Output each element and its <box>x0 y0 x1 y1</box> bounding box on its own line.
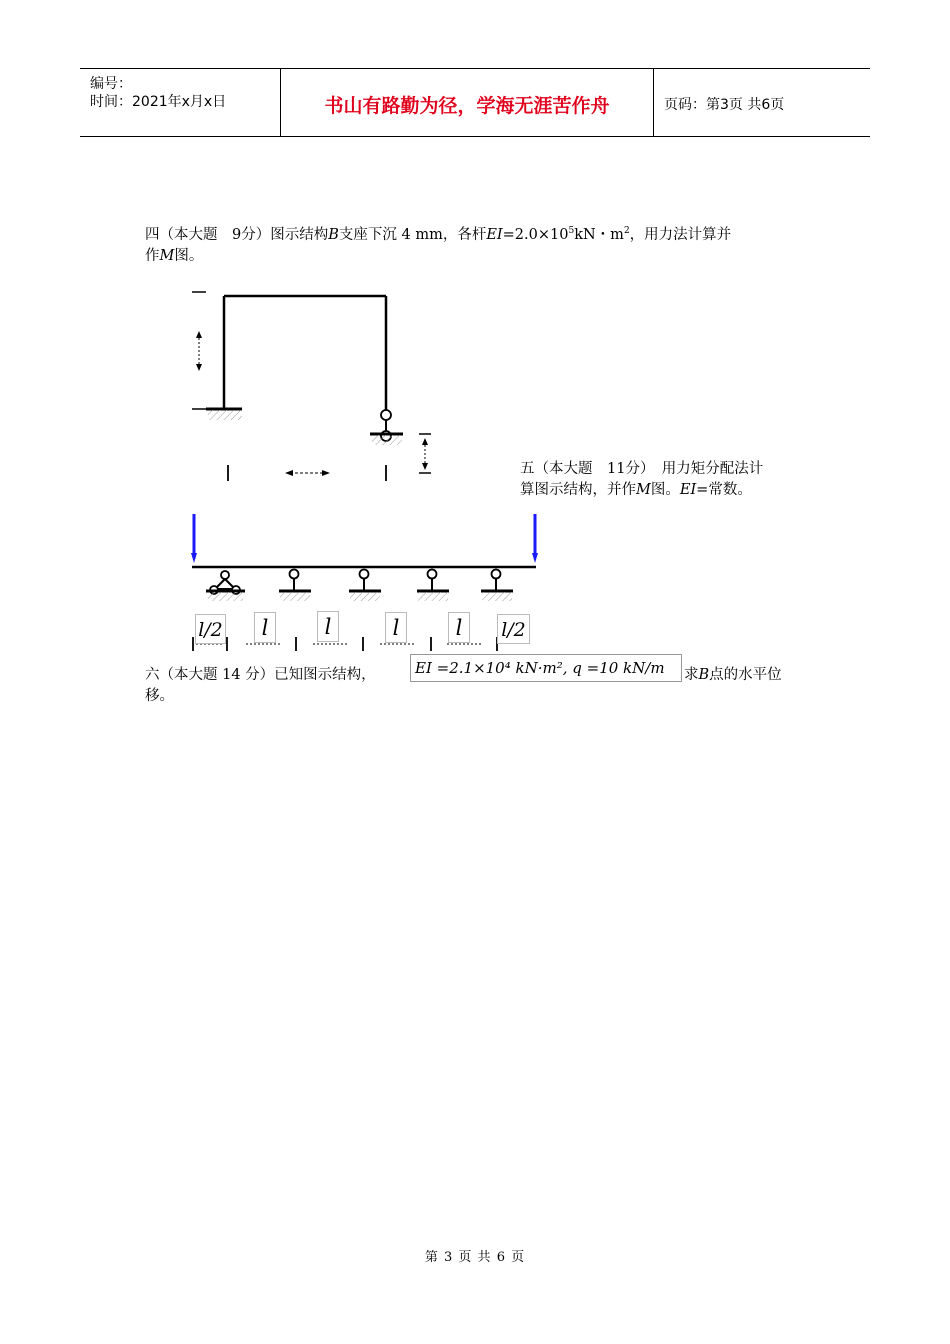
p6-formula-box <box>410 654 682 682</box>
p4-exp: 5 <box>568 226 575 237</box>
doc-time-label: 时间：2021年x月x日 <box>90 94 227 110</box>
p6-text-c: 点的水平位 <box>709 667 782 683</box>
frame-diagram <box>192 292 431 481</box>
p6-formula: EI =2.1×10⁴ kN·m², q =10 kN/m <box>415 659 665 677</box>
p6-b: B <box>698 667 710 683</box>
pin-support <box>206 571 245 601</box>
p4-ei-value: =2.0×10 <box>502 227 569 243</box>
p6-text-d: 移。 <box>145 688 174 704</box>
p5-text-b: 算图示结构，并作 <box>520 482 636 498</box>
p4-exp2: 2 <box>623 226 630 237</box>
problem-6-text-right <box>684 665 814 686</box>
span-label-2: l <box>254 612 276 643</box>
span-label-1: l/2 <box>195 614 226 644</box>
p6-text-b: 求 <box>684 667 699 683</box>
link-support-top-hinge <box>381 410 391 420</box>
p4-m: M <box>159 248 175 264</box>
continuous-beam-diagram <box>191 514 538 651</box>
p4-text-c: ，用力法计算并 <box>629 227 732 243</box>
p6-text-a: 六（本大题 14 分）已知图示结构， <box>145 667 376 683</box>
roller-support-1 <box>279 570 311 602</box>
problem-6-text-left <box>145 665 410 686</box>
roller-support-3 <box>417 570 449 602</box>
problem-6-text-line2 <box>145 686 245 707</box>
p4-text-b: 支座下沉 4 mm，各杆 <box>338 227 487 243</box>
p5-text-d: =常数。 <box>696 482 752 498</box>
p5-text-c: 图。 <box>650 482 680 498</box>
p4-text-d: 作 <box>145 248 160 264</box>
p5-text-a: 五（本大题 11分） 用力矩分配法计 <box>520 461 764 477</box>
p5-ei: EI <box>679 482 697 498</box>
p4-ei: EI <box>486 227 503 243</box>
roller-support-2 <box>349 570 381 602</box>
span-label-6: l/2 <box>497 614 530 644</box>
roller-support-4 <box>481 570 513 602</box>
p4-support-b: B <box>328 227 339 243</box>
doc-number-label: 编号： <box>90 76 132 92</box>
motto-text: 书山有路勤为径，学海无涯苦作舟 <box>324 95 610 117</box>
page-info: 页码：第3页 共6页 <box>664 97 785 113</box>
span-label-5: l <box>448 612 470 643</box>
p5-m: M <box>636 482 651 498</box>
p4-text-a: 四（本大题 9分）图示结构 <box>145 227 329 243</box>
span-label-4: l <box>385 612 407 643</box>
p4-text-e: 图。 <box>174 248 204 264</box>
page-footer: 第 3 页 共 6 页 <box>424 1250 526 1265</box>
p4-unit: kN・m <box>574 227 624 243</box>
span-label-3: l <box>317 611 339 642</box>
